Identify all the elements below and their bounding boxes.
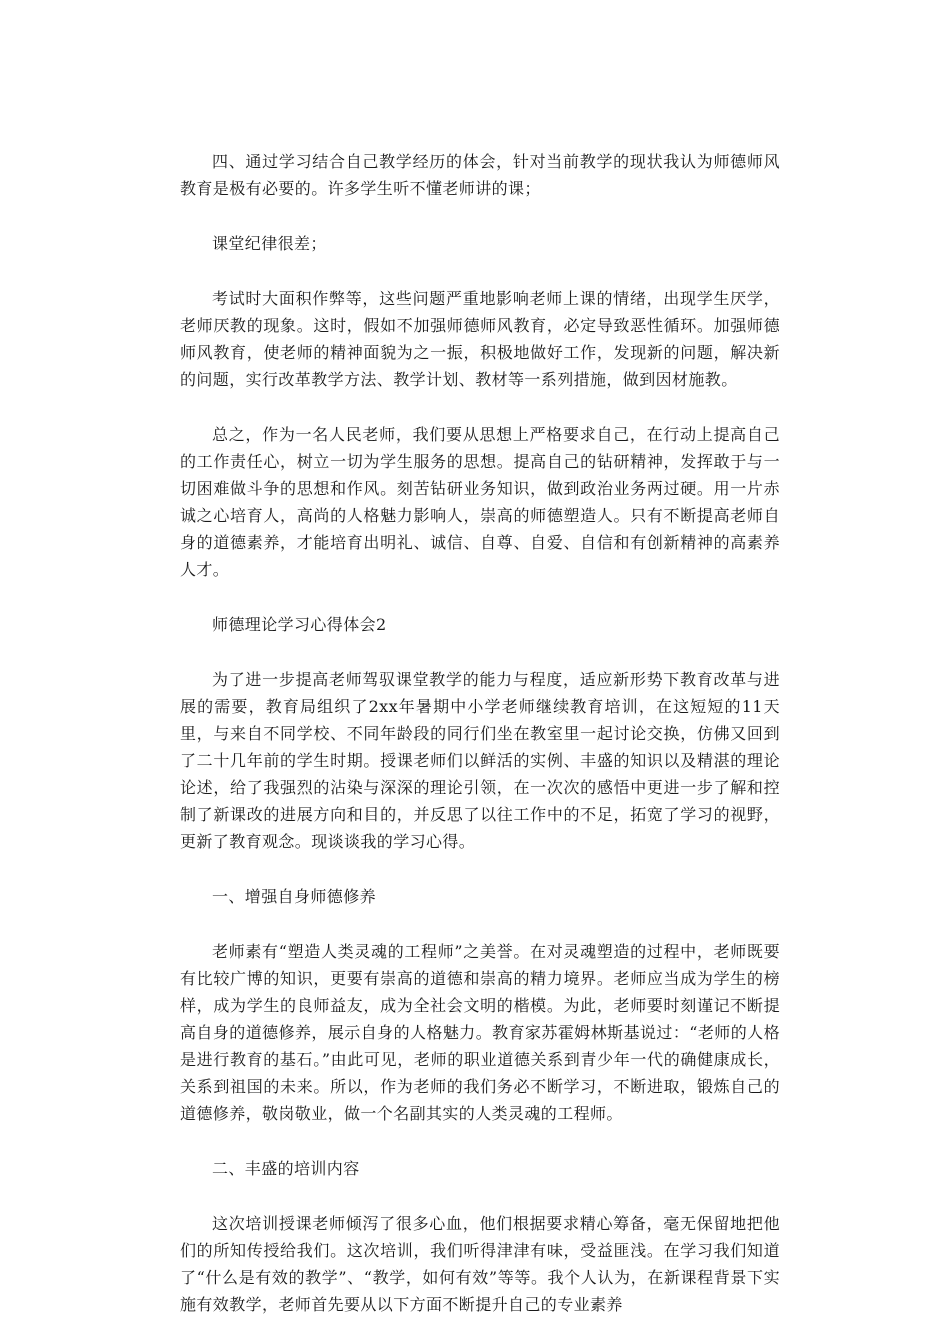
paragraph-section-four: 四、通过学习结合自己教学经历的体会，针对当前教学的现状我认为师德师风教育是极有必要的。许多学生听不懂老师讲的课； (180, 152, 780, 198)
document-page (180, 148, 780, 1318)
paragraph-training-content: 这次培训授课老师倾泻了很多心血，他们根据要求精心筹备，毫无保留地把他们的所知传授给我们。这次培训，我们听得津津有味，受益匪浅。在学习我们知道了“什么是有效的教学”、“教学，如何有效”等等。我个人认为，在新课程背景下实施有效教学，老师首先要从以下方面不断提升自己的专业素养 (180, 1214, 780, 1314)
heading-ethics-cultivation: 一、增强自身师德修养 (212, 887, 377, 906)
paragraph-classroom-discipline: 课堂纪律很差； (212, 234, 327, 253)
heading-training-content: 二、丰盛的培训内容 (212, 1159, 360, 1178)
paragraph-conclusion: 总之，作为一名人民老师，我们要从思想上严格要求自己，在行动上提高自己的工作责任心，树立一切为学生服务的思想。提高自己的钻研精神，发挥敢于与一切困难做斗争的思想和作风。刻苦钻研业务知识，做到政治业务两过硬。用一片赤诚之心培育人，高尚的人格魅力影响人，崇高的师德塑造人。只有不断提高老师自身的道德素养，才能培育出明礼、诚信、自尊、自爱、自信和有创新精神的高素养人才。 (180, 425, 780, 579)
paragraph-ethics-cultivation: 老师素有“塑造人类灵魂的工程师”之美誉。在对灵魂塑造的过程中，老师既要有比较广博的知识，更要有崇高的道德和崇高的精力境界。老师应当成为学生的榜样，成为学生的良师益友，成为全社会文明的楷模。为此，老师要时刻谨记不断提高自身的道德修养，展示自身的人格魅力。教育家苏霍姆林斯基说过：“老师的人格是进行教育的基石。”由此可见，老师的职业道德关系到青少年一代的确健康成长，关系到祖国的未来。所以，作为老师的我们务必不断学习，不断进取，锻炼自己的道德修养，敬岗敬业，做一个名副其实的人类灵魂的工程师。 (180, 942, 780, 1123)
section-title-part-two: 师德理论学习心得体会2 (212, 615, 387, 634)
paragraph-training-intro: 为了进一步提高老师驾驭课堂教学的能力与程度，适应新形势下教育改革与进展的需要，教育局组织了2xx年暑期中小学老师继续教育培训，在这短短的11天里，与来自不同学校、不同年龄段的同行们坐在教室里一起讨论交换，仿佛又回到了二十几年前的学生时期。授课老师们以鲜活的实例、丰盛的知识以及精湛的理论论述，给了我强烈的沾染与深深的理论引领，在一次次的感悟中更进一步了解和控制了新课改的进展方向和目的，并反思了以往工作中的不足，拓宽了学习的视野，更新了教育观念。现谈谈我的学习心得。 (180, 670, 780, 851)
paragraph-exam-cheating: 考试时大面积作弊等，这些问题严重地影响老师上课的情绪，出现学生厌学，老师厌教的现象。这时，假如不加强师德师风教育，必定导致恶性循环。加强师德师风教育，使老师的精神面貌为之一振，积极地做好工作，发现新的问题，解决新的问题，实行改革教学方法、教学计划、教材等一系列措施，做到因材施教。 (180, 289, 780, 389)
